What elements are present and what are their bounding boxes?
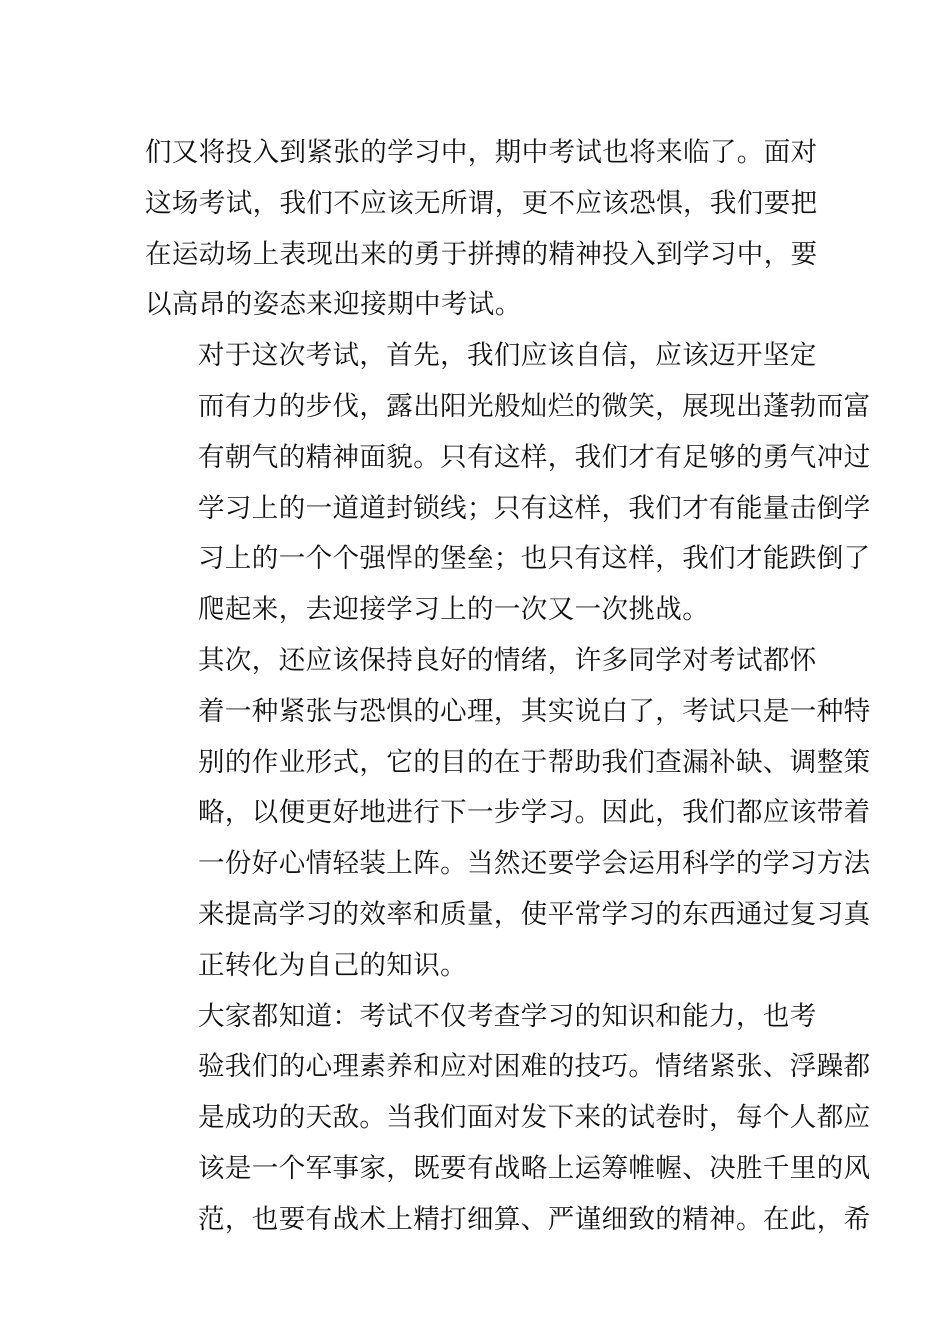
text-line: 们又将投入到紧张的学习中，期中考试也将来临了。面对: [145, 137, 818, 168]
text-line: 学习上的一道道封锁线；只有这样，我们才有能量击倒学: [198, 492, 871, 524]
text-line: 在运动场上表现出来的勇于拼搏的精神投入到学习中，要: [145, 238, 818, 270]
text-line: 是成功的天敌。当我们面对发下来的试卷时，每个人都应: [198, 1102, 871, 1134]
text-line: 略，以便更好地进行下一步学习。因此，我们都应该带着: [198, 797, 871, 829]
paragraph-1: [145, 128, 818, 331]
paragraph-2: [145, 331, 871, 636]
text-line: 范，也要有战术上精打细算、严谨细致的精神。在此，希: [198, 1203, 871, 1235]
text-line: 大家都知道：考试不仅考查学习的知识和能力，也考: [198, 1000, 817, 1032]
text-line: 别的作业形式，它的目的在于帮助我们查漏补缺、调整策: [198, 746, 871, 778]
text-line: 有朝气的精神面貌。只有这样，我们才有足够的勇气冲过: [198, 441, 871, 473]
text-line: 来提高学习的效率和质量，使平常学习的东西通过复习真: [198, 898, 871, 930]
text-line: 验我们的心理素养和应对困难的技巧。情绪紧张、浮躁都: [198, 1051, 871, 1083]
paragraph-4: [145, 992, 871, 1246]
text-line: 这场考试，我们不应该无所谓，更不应该恐惧，我们要把: [145, 187, 818, 219]
text-line: 爬起来，去迎接学习上的一次又一次挑战。: [198, 594, 710, 626]
text-line: 一份好心情轻装上阵。当然还要学会运用科学的学习方法: [198, 848, 871, 880]
text-line: 对于这次考试，首先，我们应该自信，应该迈开坚定: [198, 340, 817, 372]
text-line: 而有力的步伐，露出阳光般灿烂的微笑，展现出蓬勃而富: [198, 390, 871, 422]
text-line: 着一种紧张与恐惧的心理，其实说白了，考试只是一种特: [198, 695, 871, 727]
text-line: 正转化为自己的知识。: [198, 949, 467, 981]
paragraph-3: [145, 636, 871, 992]
text-line: 以高昂的姿态来迎接期中考试。: [145, 289, 522, 321]
text-line: 该是一个军事家，既要有战略上运筹帷幄、决胜千里的风: [198, 1152, 871, 1184]
body-text: [145, 128, 871, 1246]
text-line: 习上的一个个强悍的堡垒；也只有这样，我们才能跌倒了: [198, 543, 871, 575]
text-line: 其次，还应该保持良好的情绪，许多同学对考试都怀: [198, 644, 817, 676]
